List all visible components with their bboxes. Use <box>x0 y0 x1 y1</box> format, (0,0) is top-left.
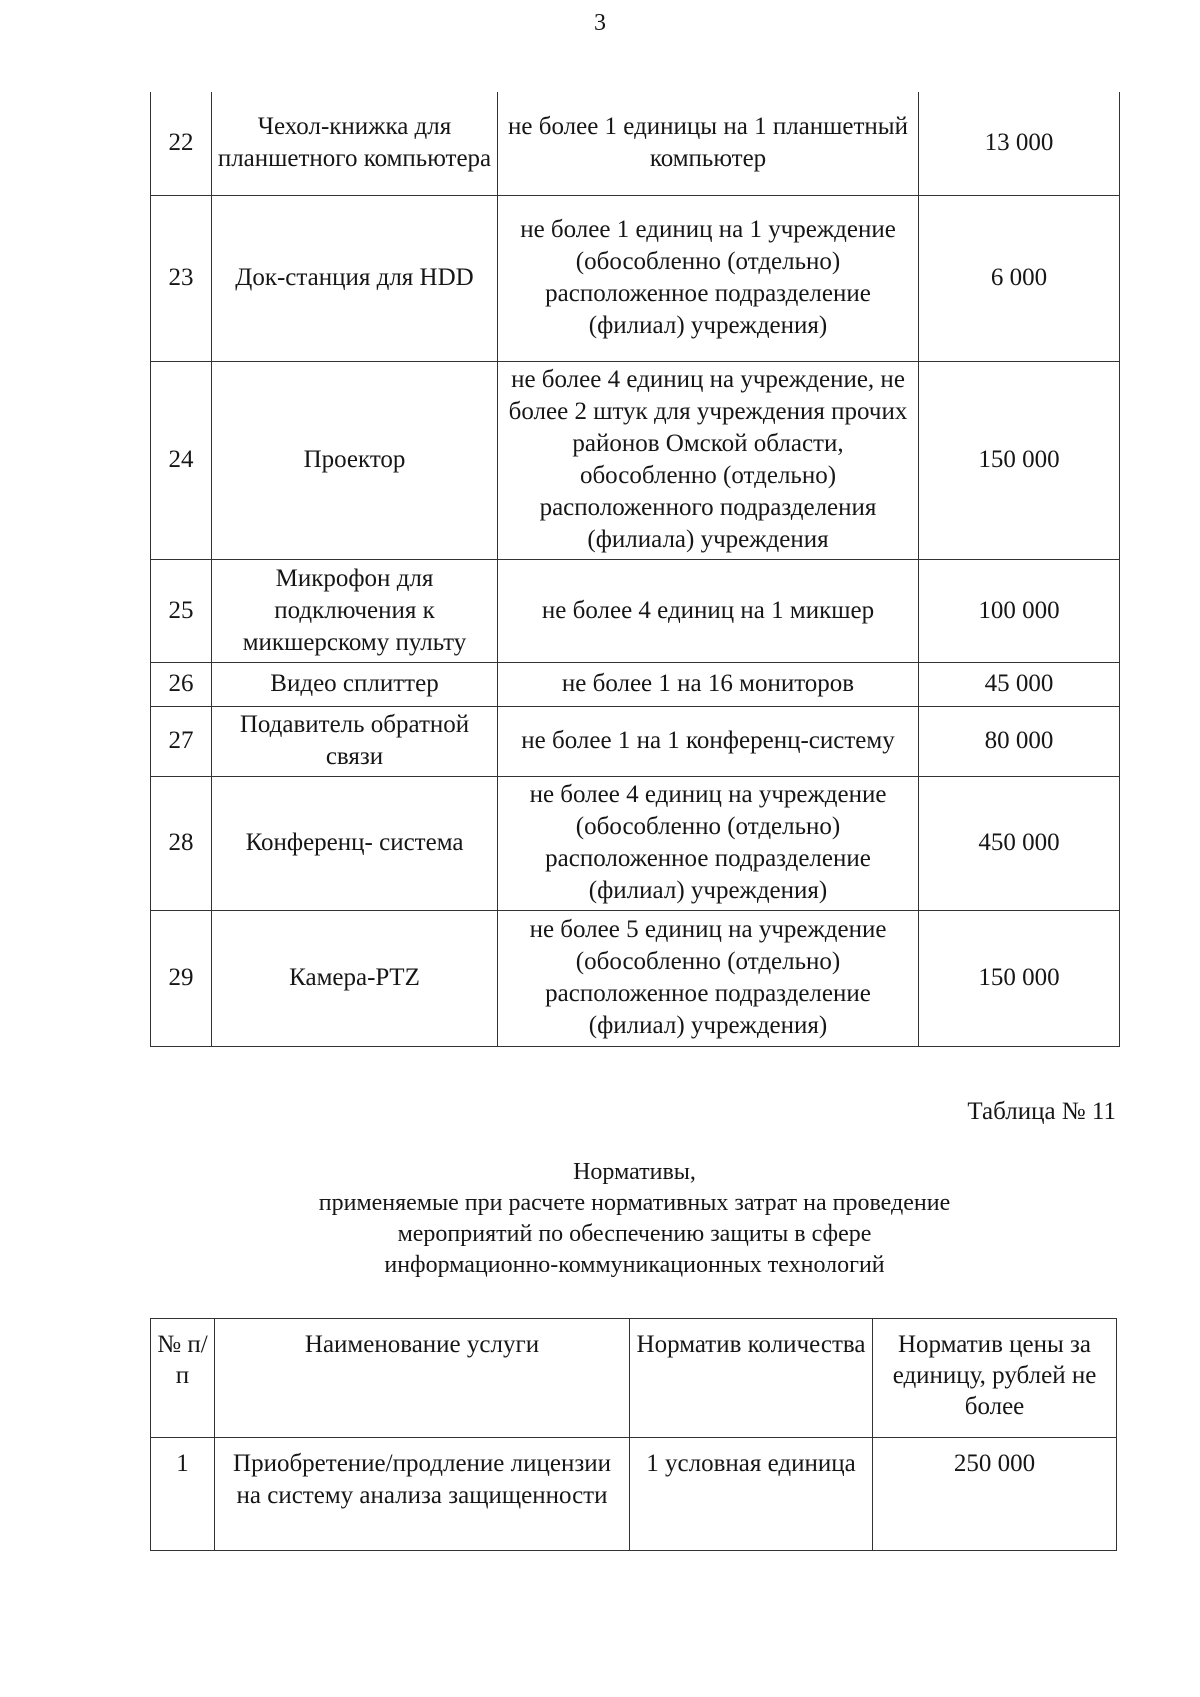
table-row <box>151 662 1120 706</box>
price-norm: 100 000 <box>919 559 1120 662</box>
item-name: Конференц- система <box>212 776 498 910</box>
item-name: Камера-PTZ <box>212 910 498 1046</box>
table-row <box>151 559 1120 662</box>
row-number: 22 <box>151 92 212 195</box>
item-name: Видео сплиттер <box>212 662 498 706</box>
item-name: Док-станция для HDD <box>212 195 498 361</box>
row-number: 23 <box>151 195 212 361</box>
price-norm: 450 000 <box>919 776 1120 910</box>
table-row <box>151 1438 1117 1551</box>
header-quantity: Норматив количества <box>630 1319 873 1438</box>
table-row <box>151 195 1120 361</box>
row-number: 27 <box>151 706 212 776</box>
price-norm: 6 000 <box>919 195 1120 361</box>
quantity-norm: не более 4 единиц на учреждение (обособленно (отдельно) расположенное подразделение (филиал) учреждения) <box>498 776 919 910</box>
quantity-norm: не более 1 на 16 мониторов <box>498 662 919 706</box>
service-name: Приобретение/продление лицензии на систему анализа защищенности <box>215 1438 630 1551</box>
row-number: 24 <box>151 361 212 559</box>
price-norm: 250 000 <box>873 1438 1117 1551</box>
section-heading <box>150 1157 1119 1281</box>
price-norm: 150 000 <box>919 910 1120 1046</box>
quantity-norm: не более 1 единицы на 1 планшетный компьютер <box>498 92 919 195</box>
header-num: № п/п <box>151 1319 215 1438</box>
table-row <box>151 776 1120 910</box>
row-number: 28 <box>151 776 212 910</box>
heading-line: Нормативы, <box>573 1159 696 1185</box>
page-number: 3 <box>594 10 606 36</box>
quantity-norm: 1 условная единица <box>630 1438 873 1551</box>
heading-line: мероприятий по обеспечению защиты в сфере <box>397 1221 872 1247</box>
price-norm: 13 000 <box>919 92 1120 195</box>
row-number: 29 <box>151 910 212 1046</box>
heading-line: информационно-коммуникационных технологий <box>384 1252 885 1278</box>
quantity-norm: не более 1 единиц на 1 учреждение (обособленно (отдельно) расположенное подразделение (филиал) учреждения) <box>498 195 919 361</box>
heading-line: применяемые при расчете нормативных затрат на проведение <box>318 1190 951 1216</box>
row-number: 25 <box>151 559 212 662</box>
header-service: Наименование услуги <box>215 1319 630 1438</box>
item-name: Микрофон для подключения к микшерскому пульту <box>212 559 498 662</box>
table-row <box>151 910 1120 1046</box>
quantity-norm: не более 5 единиц на учреждение (обособленно (отдельно) расположенное подразделение (филиал) учреждения) <box>498 910 919 1046</box>
price-norm: 45 000 <box>919 662 1120 706</box>
equipment-norms-table <box>150 92 1120 1047</box>
quantity-norm: не более 4 единиц на учреждение, не более 2 штук для учреждения прочих районов Омской области, обособленно (отдельно) расположенного подразделения (филиала) учреждения <box>498 361 919 559</box>
item-name: Подавитель обратной связи <box>212 706 498 776</box>
table-row <box>151 706 1120 776</box>
price-norm: 80 000 <box>919 706 1120 776</box>
table-caption: Таблица № 11 <box>967 1098 1116 1125</box>
price-norm: 150 000 <box>919 361 1120 559</box>
header-price: Норматив цены за единицу, рублей не более <box>873 1319 1117 1438</box>
item-name: Чехол-книжка для планшетного компьютера <box>212 92 498 195</box>
item-name: Проектор <box>212 361 498 559</box>
table-row <box>151 361 1120 559</box>
security-norms-table <box>150 1318 1117 1551</box>
row-number: 26 <box>151 662 212 706</box>
row-number: 1 <box>151 1438 215 1551</box>
quantity-norm: не более 1 на 1 конференц-систему <box>498 706 919 776</box>
table-row <box>151 92 1120 195</box>
quantity-norm: не более 4 единиц на 1 микшер <box>498 559 919 662</box>
table-header-row <box>151 1319 1117 1438</box>
